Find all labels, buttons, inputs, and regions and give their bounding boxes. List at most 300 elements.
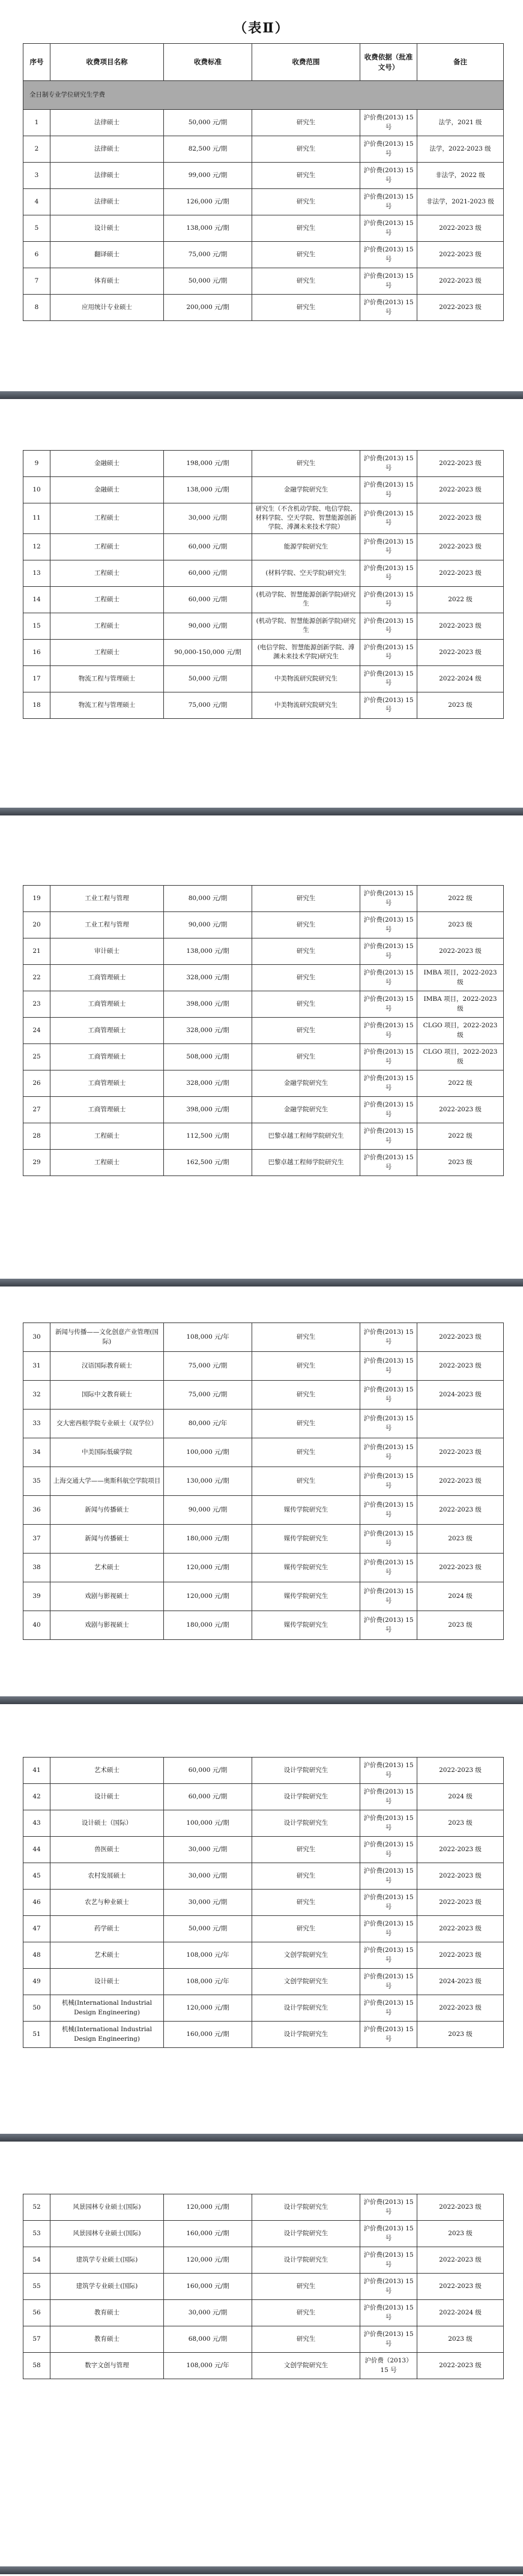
fee-standard: 99,000 元/期 — [164, 163, 252, 189]
fee-basis: 沪价费(2013) 15 号 — [360, 477, 417, 503]
fee-standard: 120,000 元/期 — [164, 1582, 252, 1611]
fee-basis: 沪价费(2013) 15 号 — [360, 1969, 417, 1995]
table-row — [23, 2300, 504, 2326]
page-4 — [23, 1323, 503, 1640]
row-index: 37 — [23, 1525, 50, 1554]
table-row — [23, 1097, 504, 1123]
fee-item-name: 工商管理硕士 — [50, 1044, 164, 1070]
row-index: 54 — [23, 2247, 50, 2274]
fee-standard: 120,000 元/期 — [164, 1554, 252, 1582]
remark: 2022-2023 级 — [417, 1097, 504, 1123]
table-row — [23, 1150, 504, 1176]
fee-item-name: 金融硕士 — [50, 477, 164, 503]
table-row — [23, 1837, 504, 1863]
table-row — [23, 1123, 504, 1150]
fee-item-name: 汉语国际教育硕士 — [50, 1352, 164, 1381]
row-index: 19 — [23, 886, 50, 912]
fee-item-name: 工商管理硕士 — [50, 1097, 164, 1123]
row-index: 58 — [23, 2353, 50, 2379]
page-6 — [23, 2194, 503, 2379]
row-index: 22 — [23, 965, 50, 991]
section-row — [23, 81, 504, 110]
remark — [417, 1410, 504, 1438]
fee-basis: 沪价费(2013) 15 号 — [360, 991, 417, 1018]
fee-standard: 108,000 元/年 — [164, 2353, 252, 2379]
remark: 2022-2023 级 — [417, 242, 504, 268]
fee-standard: 50,000 元/期 — [164, 665, 252, 692]
fee-basis: 沪价费(2013) 15 号 — [360, 2022, 417, 2048]
fee-item-name: 数字文创与管理 — [50, 2353, 164, 2379]
fee-item-name: 机械(International Industrial Design Engineering) — [50, 1995, 164, 2022]
fee-basis: 沪价费(2013) 15 号 — [360, 1611, 417, 1640]
fee-standard: 120,000 元/期 — [164, 2247, 252, 2274]
remark: 2022-2023 级 — [417, 560, 504, 586]
header-cell-fee: 收费标准 — [164, 44, 252, 81]
remark: 2022-2023 级 — [417, 1467, 504, 1496]
remark: 2023 级 — [417, 2221, 504, 2247]
fee-scope: 设计学院研究生 — [252, 2022, 360, 2048]
remark: 非法学，2021-2023 级 — [417, 189, 504, 215]
fee-scope: 媒传学院研究生 — [252, 1496, 360, 1525]
fee-item-name: 工商管理硕士 — [50, 965, 164, 991]
fee-item-name: 法律硕士 — [50, 136, 164, 163]
fee-scope: 设计学院研究生 — [252, 1784, 360, 1810]
row-index: 32 — [23, 1381, 50, 1410]
fee-basis: 沪价费(2013) 15 号 — [360, 1496, 417, 1525]
fee-standard: 60,000 元/期 — [164, 1784, 252, 1810]
remark: 2022 级 — [417, 1070, 504, 1097]
fee-standard: 75,000 元/期 — [164, 1352, 252, 1381]
fee-scope: 研究生 — [252, 1467, 360, 1496]
fee-standard: 68,000 元/期 — [164, 2326, 252, 2353]
page-separator — [0, 2566, 523, 2574]
row-index: 50 — [23, 1995, 50, 2022]
fee-item-name: 艺术硕士 — [50, 1554, 164, 1582]
fee-standard: 90,000 元/期 — [164, 912, 252, 938]
fee-standard: 160,000 元/期 — [164, 2221, 252, 2247]
fee-scope: 研究生 — [252, 1018, 360, 1044]
table-row — [23, 2326, 504, 2353]
row-index: 15 — [23, 613, 50, 639]
fee-item-name: 风景园林专业硕士(国际) — [50, 2194, 164, 2221]
fee-standard: 508,000 元/期 — [164, 1044, 252, 1070]
remark: 法学，2022-2023 级 — [417, 136, 504, 163]
table-row — [23, 1044, 504, 1070]
fee-scope: 媒传学院研究生 — [252, 1611, 360, 1640]
remark: 2024 级 — [417, 1582, 504, 1611]
remark: 2022 级 — [417, 586, 504, 613]
fee-standard: 138,000 元/期 — [164, 477, 252, 503]
fee-scope: 研究生 — [252, 2300, 360, 2326]
fee-scope: 研究生 — [252, 163, 360, 189]
header-cell-scope: 收费范围 — [252, 44, 360, 81]
fee-standard: 90,000 元/期 — [164, 1496, 252, 1525]
table-row — [23, 268, 504, 295]
row-index: 4 — [23, 189, 50, 215]
row-index: 49 — [23, 1969, 50, 1995]
row-index: 36 — [23, 1496, 50, 1525]
section-label: 全日制专业学位研究生学费 — [23, 81, 504, 110]
table-row — [23, 912, 504, 938]
fee-standard: 328,000 元/期 — [164, 1018, 252, 1044]
remark: 2022-2023 级 — [417, 477, 504, 503]
table-row — [23, 1323, 504, 1352]
fee-basis: 沪价费(2013) 15 号 — [360, 1758, 417, 1784]
fee-item-name: 法律硕士 — [50, 110, 164, 136]
fee-item-name: 戏剧与影视硕士 — [50, 1611, 164, 1640]
page-separator — [0, 808, 523, 815]
fee-item-name: 新闻与传播硕士 — [50, 1496, 164, 1525]
fee-table-6 — [23, 2194, 504, 2379]
fee-standard: 30,000 元/期 — [164, 1837, 252, 1863]
fee-item-name: 物流工程与管理硕士 — [50, 692, 164, 718]
fee-standard: 200,000 元/期 — [164, 295, 252, 321]
fee-item-name: 兽医硕士 — [50, 1837, 164, 1863]
remark: 2022-2023 级 — [417, 1323, 504, 1352]
page-3 — [23, 885, 503, 1176]
fee-item-name: 工业工程与管理 — [50, 886, 164, 912]
row-index: 40 — [23, 1611, 50, 1640]
row-index: 25 — [23, 1044, 50, 1070]
fee-scope: 研究生 — [252, 1837, 360, 1863]
fee-standard: 60,000 元/期 — [164, 533, 252, 560]
fee-scope: 研究生 — [252, 295, 360, 321]
page-2 — [23, 450, 503, 719]
remark: 2023 级 — [417, 1150, 504, 1176]
table-row — [23, 503, 504, 534]
row-index: 24 — [23, 1018, 50, 1044]
fee-scope: 设计学院研究生 — [252, 1758, 360, 1784]
table-row — [23, 2274, 504, 2300]
fee-basis: 沪价费(2013) 15 号 — [360, 1525, 417, 1554]
header-cell-item: 收费项目名称 — [50, 44, 164, 81]
table-row — [23, 613, 504, 639]
table-row — [23, 1810, 504, 1837]
remark: 2023 级 — [417, 2326, 504, 2353]
row-index: 27 — [23, 1097, 50, 1123]
fee-item-name: 上海交通大学——奥斯科航空学院项目 — [50, 1467, 164, 1496]
fee-scope: 媒传学院研究生 — [252, 1554, 360, 1582]
page-5 — [23, 1757, 503, 2048]
fee-table-3 — [23, 885, 504, 1176]
table-row — [23, 1554, 504, 1582]
fee-basis: 沪价费(2013) 15 号 — [360, 886, 417, 912]
fee-scope: 文创学院研究生 — [252, 2353, 360, 2379]
fee-basis: 沪价费(2013) 15 号 — [360, 560, 417, 586]
fee-item-name: 工程硕士 — [50, 503, 164, 534]
fee-basis: 沪价费(2013) 15 号 — [360, 242, 417, 268]
table-row — [23, 1525, 504, 1554]
fee-item-name: 工程硕士 — [50, 586, 164, 613]
fee-basis: 沪价费(2013) 15 号 — [360, 1810, 417, 1837]
remark: 2023 级 — [417, 1810, 504, 1837]
fee-basis: 沪价费(2013) 15 号 — [360, 2194, 417, 2221]
row-index: 20 — [23, 912, 50, 938]
remark: 2022-2023 级 — [417, 1995, 504, 2022]
fee-item-name: 药学硕士 — [50, 1916, 164, 1942]
row-index: 47 — [23, 1916, 50, 1942]
table-row — [23, 477, 504, 503]
table-row — [23, 1916, 504, 1942]
fee-basis: 沪价费(2013) 15 号 — [360, 1150, 417, 1176]
page-separator — [0, 1279, 523, 1286]
fee-scope: 金融学院研究生 — [252, 477, 360, 503]
page-separator — [0, 1696, 523, 1704]
fee-basis: 沪价费(2013) 15 号 — [360, 1837, 417, 1863]
fee-standard: 180,000 元/期 — [164, 1611, 252, 1640]
fee-standard: 60,000 元/期 — [164, 560, 252, 586]
row-index: 31 — [23, 1352, 50, 1381]
fee-basis: 沪价费(2013) 15 号 — [360, 1381, 417, 1410]
fee-basis: 沪价费(2013) 15 号 — [360, 1438, 417, 1467]
fee-item-name: 工商管理硕士 — [50, 991, 164, 1018]
table-row — [23, 665, 504, 692]
fee-basis: 沪价费(2013) 15 号 — [360, 586, 417, 613]
fee-scope: 设计学院研究生 — [252, 1810, 360, 1837]
remark: 2022-2023 级 — [417, 1554, 504, 1582]
row-index: 13 — [23, 560, 50, 586]
row-index: 56 — [23, 2300, 50, 2326]
fee-scope: 设计学院研究生 — [252, 1995, 360, 2022]
row-index: 14 — [23, 586, 50, 613]
fee-basis: 沪价费(2013) 15 号 — [360, 1410, 417, 1438]
fee-item-name: 工程硕士 — [50, 613, 164, 639]
remark: CLGO 项目，2022-2023 级 — [417, 1018, 504, 1044]
table-row — [23, 1890, 504, 1916]
fee-basis: 沪价费(2013) 15 号 — [360, 2326, 417, 2353]
table-row — [23, 2194, 504, 2221]
table-row — [23, 451, 504, 477]
table-row — [23, 215, 504, 242]
fee-item-name: 交大密西根学院专业硕士（双学位） — [50, 1410, 164, 1438]
fee-basis: 沪价费(2013) 15 号 — [360, 533, 417, 560]
fee-basis: 沪价费(2013) 15 号 — [360, 2247, 417, 2274]
remark: 2023 级 — [417, 1611, 504, 1640]
remark: 2023 级 — [417, 2022, 504, 2048]
table-row — [23, 586, 504, 613]
row-index: 23 — [23, 991, 50, 1018]
fee-basis: 沪价费(2013) 15 号 — [360, 639, 417, 665]
fee-standard: 108,000 元/年 — [164, 1942, 252, 1969]
fee-item-name: 教育硕士 — [50, 2300, 164, 2326]
table-row — [23, 2221, 504, 2247]
fee-table-5 — [23, 1757, 504, 2048]
fee-scope: 研究生 — [252, 2326, 360, 2353]
header-row — [23, 44, 504, 81]
fee-basis: 沪价费(2013) 15 号 — [360, 451, 417, 477]
fee-standard: 50,000 元/期 — [164, 268, 252, 295]
remark: 2022-2023 级 — [417, 451, 504, 477]
fee-scope: 研究生 — [252, 938, 360, 965]
fee-basis: 沪价费(2013) 15 号 — [360, 1554, 417, 1582]
table-row — [23, 110, 504, 136]
fee-item-name: 农村发展硕士 — [50, 1863, 164, 1890]
fee-standard: 80,000 元/期 — [164, 886, 252, 912]
fee-basis: 沪价费(2013) 15 号 — [360, 1916, 417, 1942]
table-row — [23, 2353, 504, 2379]
fee-standard: 180,000 元/期 — [164, 1525, 252, 1554]
fee-basis: 沪价费(2013) 15 号 — [360, 268, 417, 295]
remark: 2022-2023 级 — [417, 215, 504, 242]
fee-basis: 沪价费(2013) 15 号 — [360, 110, 417, 136]
fee-item-name: 设计硕士 — [50, 215, 164, 242]
table-row — [23, 692, 504, 718]
table-row — [23, 1352, 504, 1381]
table-row — [23, 886, 504, 912]
fee-standard: 130,000 元/期 — [164, 1467, 252, 1496]
fee-basis: 沪价费(2013) 15 号 — [360, 665, 417, 692]
row-index: 1 — [23, 110, 50, 136]
fee-basis: 沪价费(2013) 15 号 — [360, 1323, 417, 1352]
page-separator — [0, 391, 523, 399]
fee-scope: 研究生 — [252, 886, 360, 912]
fee-item-name: 设计硕士 — [50, 1784, 164, 1810]
fee-item-name: 翻译硕士 — [50, 242, 164, 268]
table-row — [23, 1496, 504, 1525]
fee-scope: (电信学院、智慧能源创新学院、溥渊未来技术学院)研究生 — [252, 639, 360, 665]
fee-standard: 126,000 元/期 — [164, 189, 252, 215]
fee-table-1 — [23, 43, 504, 321]
fee-basis: 沪价费(2013) 15 号 — [360, 965, 417, 991]
table-row — [23, 136, 504, 163]
table-row — [23, 991, 504, 1018]
fee-standard: 30,000 元/期 — [164, 1863, 252, 1890]
fee-scope: 研究生 — [252, 136, 360, 163]
row-index: 28 — [23, 1123, 50, 1150]
fee-scope: 巴黎卓越工程师学院研究生 — [252, 1123, 360, 1150]
fee-standard: 120,000 元/期 — [164, 2194, 252, 2221]
fee-item-name: 应用统计专业硕士 — [50, 295, 164, 321]
remark: 2023 级 — [417, 692, 504, 718]
fee-basis: 沪价费(2013) 15 号 — [360, 503, 417, 534]
remark: 2022-2023 级 — [417, 295, 504, 321]
row-index: 34 — [23, 1438, 50, 1467]
fee-scope: 设计学院研究生 — [252, 2221, 360, 2247]
row-index: 48 — [23, 1942, 50, 1969]
fee-basis: 沪价费(2013) 15 号 — [360, 215, 417, 242]
fee-scope: 媒传学院研究生 — [252, 1582, 360, 1611]
fee-standard: 162,500 元/期 — [164, 1150, 252, 1176]
table-row — [23, 938, 504, 965]
page-1 — [23, 43, 503, 321]
remark: 非法学，2022 级 — [417, 163, 504, 189]
fee-standard: 75,000 元/期 — [164, 692, 252, 718]
remark: 2022-2023 级 — [417, 1352, 504, 1381]
row-index: 7 — [23, 268, 50, 295]
fee-basis: 沪价费(2013) 15 号 — [360, 1044, 417, 1070]
fee-standard: 328,000 元/期 — [164, 965, 252, 991]
remark: 2022-2023 级 — [417, 1890, 504, 1916]
fee-item-name: 艺术硕士 — [50, 1758, 164, 1784]
fee-item-name: 建筑学专业硕士(国际) — [50, 2247, 164, 2274]
fee-standard: 90,000 元/期 — [164, 613, 252, 639]
fee-scope: 研究生（不含机动学院、电信学院、材料学院、空天学院、智慧能源创新学院、溥渊未来技术学院） — [252, 503, 360, 534]
remark: 2022-2023 级 — [417, 2353, 504, 2379]
fee-item-name: 风景园林专业硕士(国际) — [50, 2221, 164, 2247]
row-index: 8 — [23, 295, 50, 321]
fee-item-name: 工程硕士 — [50, 560, 164, 586]
table-row — [23, 1784, 504, 1810]
fee-standard: 160,000 元/期 — [164, 2022, 252, 2048]
table-row — [23, 189, 504, 215]
fee-basis: 沪价费（2013）15 号 — [360, 2353, 417, 2379]
fee-scope: 研究生 — [252, 1438, 360, 1467]
fee-scope: 研究生 — [252, 451, 360, 477]
remark: 2022-2023 级 — [417, 1863, 504, 1890]
remark: 2022-2023 级 — [417, 2247, 504, 2274]
table-row — [23, 1582, 504, 1611]
fee-item-name: 教育硕士 — [50, 2326, 164, 2353]
fee-basis: 沪价费(2013) 15 号 — [360, 1123, 417, 1150]
fee-basis: 沪价费(2013) 15 号 — [360, 1582, 417, 1611]
fee-basis: 沪价费(2013) 15 号 — [360, 2274, 417, 2300]
remark: 2024 级 — [417, 1784, 504, 1810]
fee-basis: 沪价费(2013) 15 号 — [360, 136, 417, 163]
remark: 2022 级 — [417, 1123, 504, 1150]
table-row — [23, 1018, 504, 1044]
table-row — [23, 1438, 504, 1467]
table-row — [23, 295, 504, 321]
table-row — [23, 2022, 504, 2048]
fee-scope: 研究生 — [252, 1863, 360, 1890]
fee-standard: 198,000 元/期 — [164, 451, 252, 477]
row-index: 29 — [23, 1150, 50, 1176]
remark: 2024-2023 级 — [417, 1969, 504, 1995]
page-separator — [0, 2134, 523, 2142]
fee-standard: 30,000 元/期 — [164, 1890, 252, 1916]
table-row — [23, 1410, 504, 1438]
fee-basis: 沪价费(2013) 15 号 — [360, 1942, 417, 1969]
row-index: 3 — [23, 163, 50, 189]
table-row — [23, 560, 504, 586]
fee-scope: 研究生 — [252, 268, 360, 295]
row-index: 6 — [23, 242, 50, 268]
remark: 2023 级 — [417, 912, 504, 938]
row-index: 39 — [23, 1582, 50, 1611]
fee-basis: 沪价费(2013) 15 号 — [360, 938, 417, 965]
fee-item-name: 中美国际低碳学院 — [50, 1438, 164, 1467]
fee-scope: 金融学院研究生 — [252, 1070, 360, 1097]
remark: 2022-2023 级 — [417, 938, 504, 965]
fee-basis: 沪价费(2013) 15 号 — [360, 1097, 417, 1123]
fee-standard: 398,000 元/期 — [164, 991, 252, 1018]
fee-standard: 90,000-150,000 元/期 — [164, 639, 252, 665]
fee-item-name: 工商管理硕士 — [50, 1018, 164, 1044]
fee-scope: 巴黎卓越工程师学院研究生 — [252, 1150, 360, 1176]
fee-item-name: 新闻与传播——文化创意产业管理(国际) — [50, 1323, 164, 1352]
fee-basis: 沪价费(2013) 15 号 — [360, 1352, 417, 1381]
remark: 2022-2023 级 — [417, 1438, 504, 1467]
fee-basis: 沪价费(2013) 15 号 — [360, 2221, 417, 2247]
fee-standard: 120,000 元/期 — [164, 1995, 252, 2022]
fee-standard: 108,000 元/年 — [164, 1323, 252, 1352]
remark: 2022-2023 级 — [417, 2274, 504, 2300]
fee-item-name: 工商管理硕士 — [50, 1070, 164, 1097]
row-index: 55 — [23, 2274, 50, 2300]
fee-standard: 30,000 元/期 — [164, 2300, 252, 2326]
row-index: 44 — [23, 1837, 50, 1863]
row-index: 12 — [23, 533, 50, 560]
fee-standard: 50,000 元/期 — [164, 1916, 252, 1942]
fee-scope: 设计学院研究生 — [252, 2194, 360, 2221]
fee-scope: 研究生 — [252, 912, 360, 938]
table-row — [23, 242, 504, 268]
fee-standard: 100,000 元/期 — [164, 1810, 252, 1837]
row-index: 10 — [23, 477, 50, 503]
fee-scope: 研究生 — [252, 1410, 360, 1438]
fee-item-name: 设计硕士（国际） — [50, 1810, 164, 1837]
fee-scope: 研究生 — [252, 1916, 360, 1942]
